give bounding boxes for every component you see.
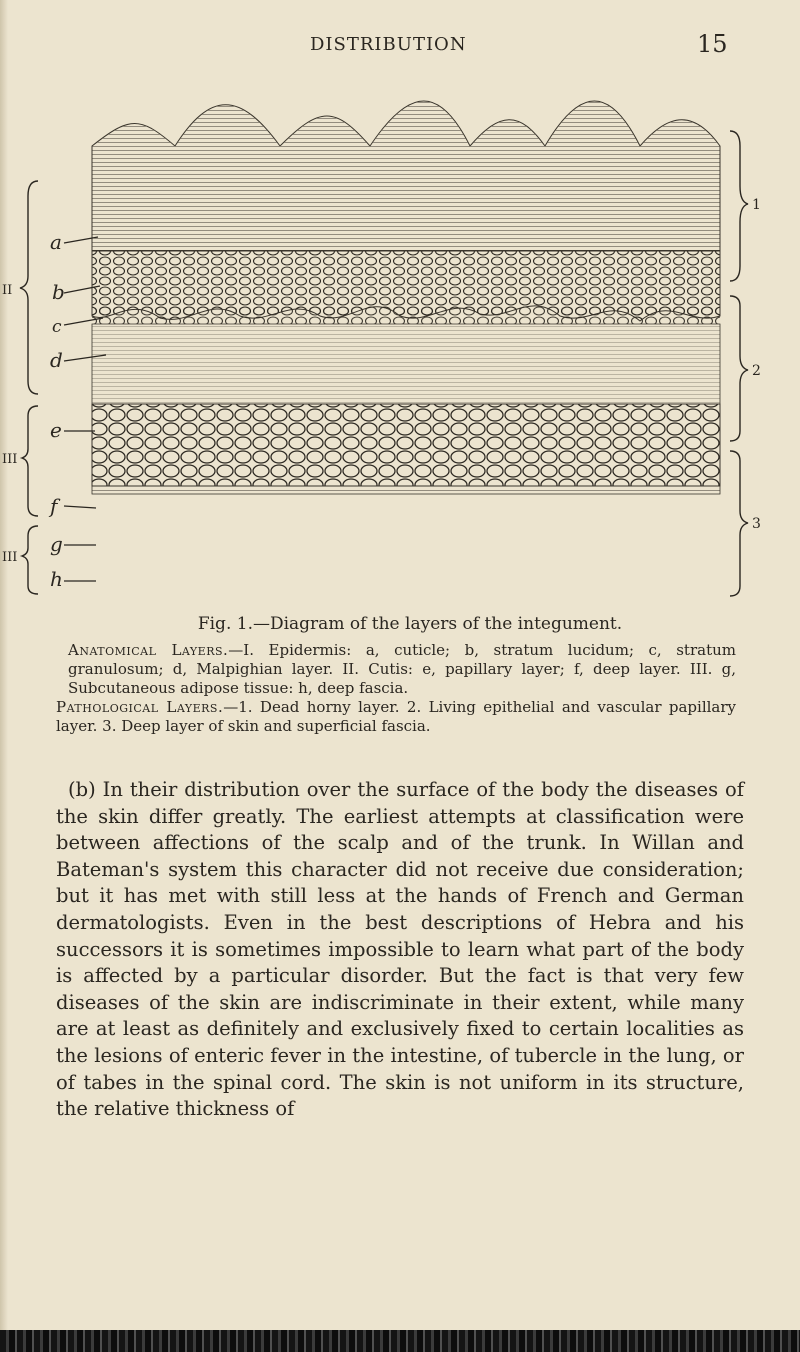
label-g: g [50, 532, 63, 556]
anatomical-heading: Anatomical Layers. [68, 641, 229, 659]
adipose-layer [92, 404, 720, 486]
cutis-layer [92, 324, 720, 404]
scan-edge-band [0, 1330, 800, 1352]
right-label-1: 1 [752, 197, 761, 213]
running-head [0, 32, 800, 62]
body-text [56, 777, 744, 1123]
left-letter-labels [48, 230, 65, 591]
bracket-label-II: II [2, 283, 13, 298]
right-brackets [730, 131, 748, 596]
label-f: f [50, 494, 58, 518]
right-label-2: 2 [752, 363, 761, 379]
integument-diagram [0, 86, 800, 606]
right-label-3: 3 [752, 516, 761, 532]
label-d: d [50, 348, 63, 372]
bracket-label-III-a: III [2, 452, 18, 467]
pathological-text: —1. Dead horny layer. 2. Living epithelial and vascular papillary layer. 3. Deep layer of skin and superficial fascia. [56, 698, 736, 735]
label-h: h [50, 567, 63, 591]
body-paragraph: (b) In their distribution over the surface of the body the diseases of the skin differ greatly. The earliest attempts at classification were between affections of the scalp and of the trunk. In Willan and Bateman's system this character did not receive due consideration; but it has met with still less at the hands of French and German dermatologists. Even in the best descriptions of Hebra and his successors it is sometimes impossible to learn what part of the body is affected by a particular disorder. But the fact is that very few diseases of the skin are indiscriminate in their extent, while many are at least as definitely and exclusively fixed to certain localities as the lesions of enteric fever in the intestine, of tubercle in the lung, or of tabes in the spinal cord. The skin is not uniform in its structure, the relative thickness of [56, 778, 744, 1121]
horny-layer [92, 101, 720, 251]
bracket-label-III-b: III [2, 550, 18, 565]
anatomical-legend [56, 641, 736, 698]
page-number: 15 [697, 30, 728, 58]
label-e: e [50, 418, 62, 442]
malpighian-layer [92, 251, 720, 324]
running-title: DISTRIBUTION [310, 34, 467, 55]
pathological-legend [56, 698, 736, 736]
deep-fascia [92, 486, 720, 494]
figure-legend [56, 641, 736, 736]
pathological-heading: Pathological Layers. [56, 698, 224, 716]
label-a: a [50, 230, 62, 254]
figure-caption: Fig. 1.—Diagram of the layers of the integument. [197, 614, 623, 634]
anatomical-text: —I. Epidermis: a, cuticle; b, stratum lucidum; c, stratum granulosum; d, Malpighian layer. II. Cutis: e, papillary layer; f, deep layer. III. g, Subcutaneous adipose tissue: h, deep fascia. [68, 641, 736, 697]
label-b: b [52, 280, 65, 304]
label-c: c [52, 317, 62, 337]
integument-diagram-svg [0, 86, 800, 606]
left-brackets [20, 181, 38, 594]
